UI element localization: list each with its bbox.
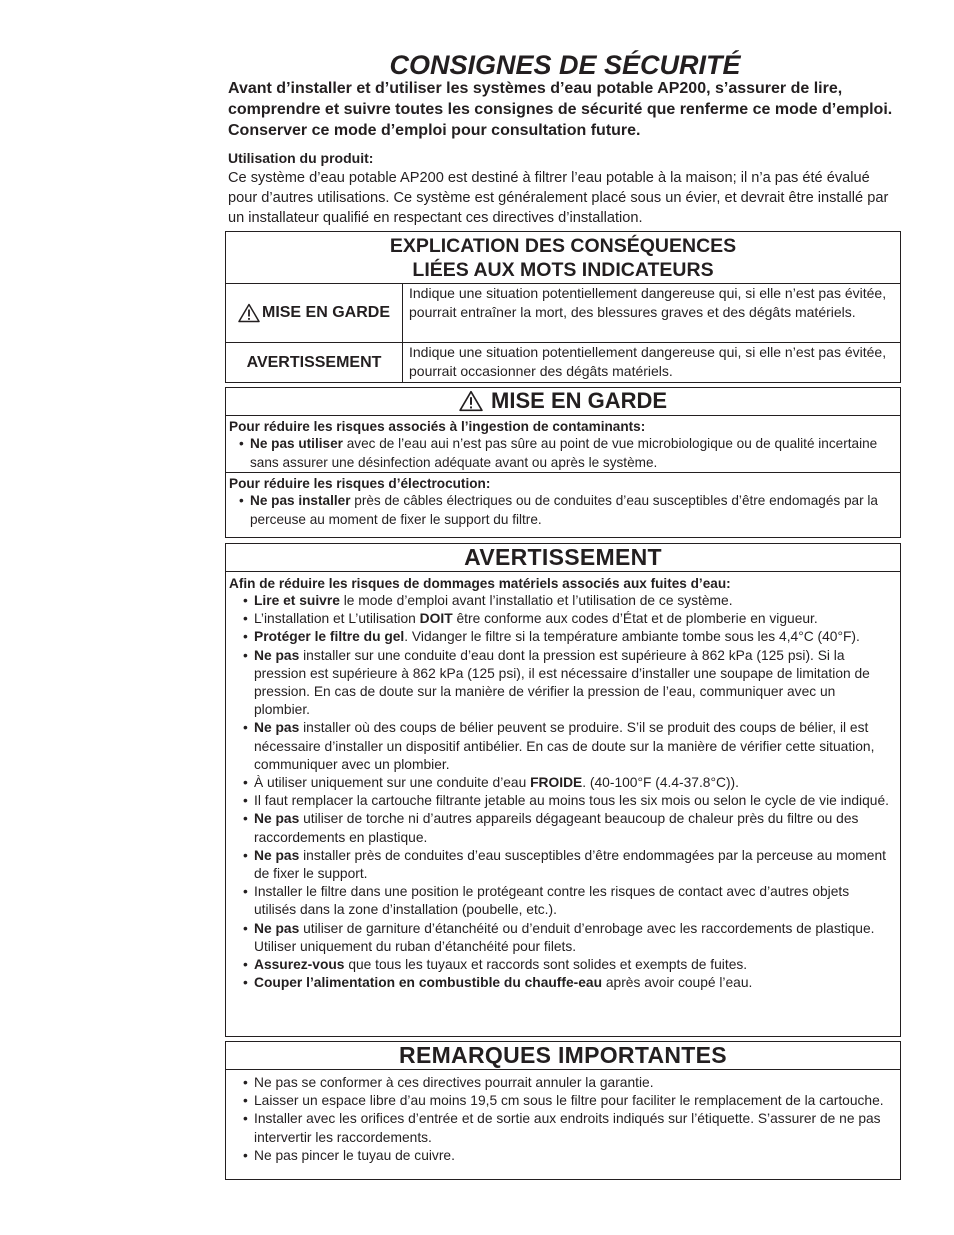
- item-text: . (40-100°F (4.4-37.8°C)).: [582, 775, 739, 791]
- caution-subheading: Pour réduire les risques d’électrocution:: [229, 476, 491, 491]
- list-item: [254, 610, 894, 628]
- definition-cell: Indique une situation potentiellement dangereuse qui, si elle n’est pas évitée, pourrait occasionner des dégâts matériels.: [409, 344, 887, 379]
- list-item: [250, 435, 894, 472]
- bold-lead: Ne pas installer: [250, 493, 351, 508]
- warning-subheading: Afin de réduire les risques de dommages matériels associés aux fuites d’eau:: [229, 576, 731, 591]
- item-text: près de câbles électriques ou de conduites d’eau susceptibles d’être endomagés par la perceuse au moment de fixer le support du filtre.: [250, 493, 878, 527]
- bold-lead: Ne pas: [254, 720, 300, 736]
- list-item: [254, 774, 894, 792]
- list-item: [254, 647, 894, 720]
- bold-lead: Ne pas: [254, 811, 300, 827]
- item-text: avec de l’eau aui n’est pas sûre au point de vue microbiologique ou de qualité incertaine sans assurer une désinfection adéquate avant ou après le système.: [250, 436, 878, 470]
- list-item: • Ne pas se conformer à ces directives pourrait annuler la garantie.: [254, 1074, 894, 1092]
- item-text: . Vidanger le filtre si la température ambiante tombe sous les 4,4°C (40°F).: [404, 629, 860, 645]
- warning-box: [225, 543, 901, 1037]
- item-text: installer où des coups de bélier peuvent se produire. S’il se produit des coups de bélier, il est nécessaire d’installer un dispositif antibélier. En cas de doute sur la manière de vérifier cette situation, communiquer avec un plombier.: [254, 720, 875, 772]
- item-text: après avoir coupé l’eau.: [602, 975, 753, 991]
- caution-list: [226, 435, 900, 472]
- item-text: Installer le filtre dans une position le protégeant contre les risques de contact avec d’autres objets utilisés dans la zone d’installation (poubelle, etc.).: [254, 884, 850, 918]
- signal-words-table-title: [226, 232, 900, 284]
- bold-lead: Protéger le filtre du gel: [254, 629, 405, 645]
- list-item: [250, 492, 894, 529]
- item-text: installer près de conduites d’eau susceptibles d’être endommagées par la perceuse au moment de fixer le support.: [254, 847, 886, 882]
- list-item: [254, 956, 894, 974]
- notes-list: [226, 1070, 900, 1165]
- page-title: CONSIGNES DE SÉCURITÉ: [389, 50, 741, 80]
- list-item: • Installer avec les orifices d’entrée et de sortie aux endroits indiqués sur l’étiquette. S’assurer de ne pas intervertir les raccordements.: [254, 1110, 894, 1146]
- term-cell: [226, 343, 403, 383]
- list-item: [254, 920, 894, 956]
- signal-words-table: [225, 231, 901, 383]
- warning-list: [226, 592, 900, 992]
- list-item: [254, 719, 894, 774]
- bold-lead: Ne pas: [254, 647, 300, 663]
- item-text: que tous les tuyaux et raccords sont solides et exempts de fuites.: [344, 957, 748, 973]
- term-label: MISE EN GARDE: [261, 304, 390, 321]
- caution-subheading: Pour réduire les risques associés à l’ingestion de contaminants:: [229, 419, 646, 434]
- list-item: [254, 810, 894, 846]
- item-text: utiliser de garniture d’étanchéité ou d’enduit d’enrobage avec les raccordements de plastique. Utiliser uniquement du ruban d’étanchéité pour filets.: [254, 920, 875, 954]
- bold-lead: Ne pas: [254, 920, 300, 936]
- list-item: [254, 592, 894, 610]
- list-item: • Laisser un espace libre d’au moins 19,5 cm sous le filtre pour faciliter le remplacement de la cartouche.: [254, 1092, 894, 1110]
- item-text: Il faut remplacer la cartouche filtrante jetable au moins tous les six mois ou selon le cycle de vie indiqué.: [254, 793, 889, 809]
- list-item: [254, 883, 894, 919]
- table-title-line-1: EXPLICATION DES CONSÉQUENCES: [389, 235, 737, 257]
- notes-title: REMARQUES IMPORTANTES: [226, 1042, 900, 1070]
- item-text: être conforme aux codes d’État et de plomberie en vigueur.: [452, 611, 818, 627]
- bold-lead: Ne pas utiliser: [250, 436, 343, 451]
- definition-cell: Indique une situation potentiellement dangereuse qui, si elle n’est pas évitée, pourrait entraîner la mort, des blessures graves et des dégâts matériels.: [409, 285, 887, 320]
- bold-word: FROIDE: [530, 775, 583, 791]
- intro-paragraph: [228, 78, 902, 141]
- list-item: [254, 628, 894, 646]
- term-cell: [226, 284, 403, 342]
- term-label: AVERTISSEMENT: [246, 354, 382, 371]
- table-row: [226, 343, 900, 383]
- caution-box: [225, 387, 901, 538]
- list-item: [254, 974, 894, 992]
- warning-title: AVERTISSEMENT: [226, 544, 900, 572]
- item-text: À utiliser uniquement sur une conduite d’eau: [254, 775, 531, 791]
- list-item: • Ne pas pincer le tuyau de cuivre.: [254, 1147, 894, 1165]
- bold-lead: Couper l’alimentation en combustible du chauffe-eau: [254, 975, 603, 991]
- intro-text: Avant d’installer et d’utiliser les systèmes d’eau potable AP200, s’assurer de lire, comprendre et suivre toutes les consignes de sécurité que renferme ce mode d’emploi. Conserver ce mode d’emploi pour consultation future.: [228, 80, 893, 139]
- bold-lead: Assurez-vous: [254, 957, 345, 973]
- item-text: le mode d’emploi avant l’installatio et l’utilisation de ce système.: [339, 593, 733, 608]
- warning-triangle-icon: [238, 303, 260, 323]
- usage-text: Ce système d’eau potable AP200 est destiné à filtrer l’eau potable à la maison; il n’a pas été évalué pour d’autres utilisations. Ce système est généralement placé sous un évier, et devrait être installé par un installateur qualifié en respectant ces directives d’installation.: [228, 170, 889, 226]
- usage-heading: Utilisation du produit:: [228, 150, 374, 166]
- table-row: [226, 284, 900, 343]
- list-item: [254, 792, 894, 810]
- usage-section: [228, 148, 902, 228]
- caution-title: [226, 388, 900, 416]
- item-text: utiliser de torche ni d’autres appareils dégageant beaucoup de chaleur près du filtre ou des raccordements en plastique.: [254, 811, 859, 845]
- item-text: installer sur une conduite d’eau dont la pression est supérieure à 862 kPa (125 psi). Si la pression est supérieure à 862 kPa (125 psi), il est nécessaire d’installer une soupape de limitation de pression. En cas de doute sur la manière de vérifier la pression de l’eau, communiquer avec un plombier.: [254, 647, 870, 718]
- bold-lead: Ne pas: [254, 847, 300, 863]
- list-item: [254, 847, 894, 883]
- warning-triangle-icon: [459, 390, 483, 412]
- item-text: L’installation et L’utilisation: [254, 611, 420, 627]
- table-title-line-2: LIÉES AUX MOTS INDICATEURS: [412, 259, 714, 281]
- bold-word: DOIT: [419, 611, 453, 627]
- caution-list: [226, 492, 900, 529]
- notes-box: [225, 1041, 901, 1180]
- bold-lead: Lire et suivre: [254, 593, 340, 608]
- caution-title-text: MISE EN GARDE: [491, 388, 668, 413]
